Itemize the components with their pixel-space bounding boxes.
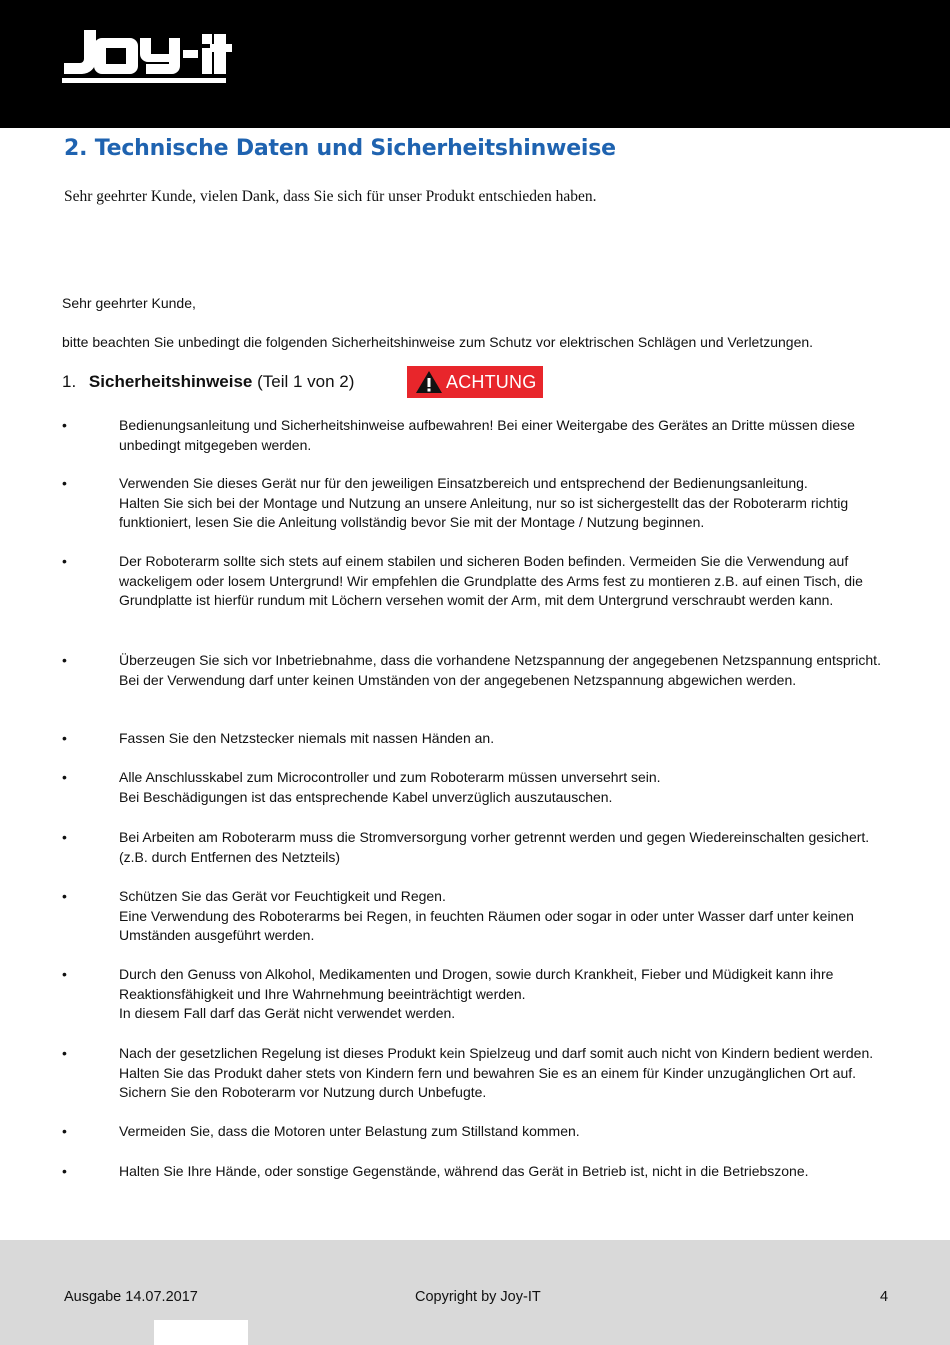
footer-page-number: 4	[880, 1289, 889, 1305]
bullet-dot: •	[62, 417, 67, 433]
list-item-text: Überzeugen Sie sich vor Inbetriebnahme, dass die vorhandene Netzspannung der angegebenen Netzspannung entspricht. Bei der Verwendung darf unter keinen Umständen von der angegebenen Netzspannung abgewichen werden.	[119, 652, 881, 688]
header-bar	[0, 0, 950, 128]
intro-text: Sehr geehrter Kunde, vielen Dank, dass Sie sich für unser Produkt entschieden haben.	[64, 188, 597, 205]
list-item-text: Nach der gesetzlichen Regelung ist dieses Produkt kein Spielzeug und darf somit auch nicht von Kindern bedient werden. Halten Sie das Produkt daher stets von Kindern fern und bewahren Sie es an einem für Kinder unzugänglichen Ort auf. Sichern Sie den Roboterarm vor Nutzung durch Unbefugte.	[119, 1045, 874, 1101]
page-title: 2. Technische Daten und Sicherheitshinweise	[64, 136, 616, 161]
bullet-dot: •	[62, 652, 67, 668]
bullet-dot: •	[62, 730, 67, 746]
warning-badge	[407, 366, 543, 398]
footer-stripe	[154, 1320, 248, 1345]
bullet-dot: •	[62, 966, 67, 982]
list-item-text: Alle Anschlusskabel zum Microcontroller und zum Roboterarm müssen unversehrt sein. Bei Beschädigungen ist das entsprechende Kabel unverzüglich auszutauschen.	[119, 769, 661, 805]
list-item-text: Bei Arbeiten am Roboterarm muss die Stromversorgung vorher getrennt werden und gegen Wiedereinschalten gesichert. (z.B. durch Entfernen des Netzteils)	[119, 829, 870, 865]
list-item-text: Verwenden Sie dieses Gerät nur für den jeweiligen Einsatzbereich und entsprechend der Bedienungsanleitung. Halten Sie sich bei der Montage und Nutzung an unsere Anleitung, nur so ist sichergestellt das der Roboterarm richtig funktioniert, lesen Sie die Anleitung vollständig bevor Sie mit der Montage / Nutzung beginnen.	[119, 475, 849, 531]
list-item-text: Schützen Sie das Gerät vor Feuchtigkeit und Regen. Eine Verwendung des Roboterarms bei Regen, in feuchten Räumen oder sogar in oder unter Wasser darf unter keinen Umständen ausgeführt werden.	[119, 888, 854, 944]
list-item-text: Bedienungsanleitung und Sicherheitshinweise aufbewahren! Bei einer Weitergabe des Gerätes an Dritte müssen diese unbedingt mitgegeben werden.	[119, 417, 855, 453]
greeting-text: Sehr geehrter Kunde,	[62, 295, 196, 311]
joy-it-logo	[56, 20, 232, 86]
warning-label: ACHTUNG	[446, 371, 537, 392]
footer-copyright: Copyright by Joy-IT	[415, 1289, 541, 1305]
bullet-dot: •	[62, 1163, 67, 1179]
bullet-dot: •	[62, 829, 67, 845]
section-number: 1.	[62, 372, 77, 391]
section-heading	[62, 372, 354, 392]
list-item-text: Der Roboterarm sollte sich stets auf einem stabilen und sicheren Boden befinden. Vermeiden Sie die Verwendung auf wackeligem oder losem Untergrund! Wir empfehlen die Grundplatte des Arms fest zu montieren z.B. auf einen Tisch, die Grundplatte ist hierfür rundum mit Löchern versehen womit der Arm, mit dem Untergrund verschraubt werden kann.	[119, 553, 863, 609]
bullet-dot: •	[62, 553, 67, 569]
section-part: (Teil 1 von 2)	[257, 372, 355, 391]
bullet-dot: •	[62, 888, 67, 904]
list-item-text: Durch den Genuss von Alkohol, Medikamenten und Drogen, sowie durch Krankheit, Fieber und Müdigkeit kann ihre Reaktionsfähigkeit und Ihre Wahrnehmung beeinträchtigt werden. In diesem Fall darf das Gerät nicht verwendet werden.	[119, 966, 834, 1022]
footer-edition: Ausgabe 14.07.2017	[64, 1289, 198, 1305]
list-item-text: Vermeiden Sie, dass die Motoren unter Belastung zum Stillstand kommen.	[119, 1123, 580, 1139]
page-footer	[0, 1240, 950, 1345]
notice-text: bitte beachten Sie unbedingt die folgenden Sicherheitshinweise zum Schutz vor elektrischen Schlägen und Verletzungen.	[62, 334, 814, 350]
bullet-dot: •	[62, 1045, 67, 1061]
warning-triangle-icon	[415, 370, 443, 394]
section-title: Sicherheitshinweise	[88, 372, 253, 391]
bullet-dot: •	[62, 1123, 67, 1139]
bullet-dot: •	[62, 769, 67, 785]
list-item-text: Halten Sie Ihre Hände, oder sonstige Gegenstände, während das Gerät in Betrieb ist, nicht in die Betriebszone.	[119, 1163, 809, 1179]
list-item-text: Fassen Sie den Netzstecker niemals mit nassen Händen an.	[119, 730, 495, 746]
bullet-dot: •	[62, 475, 67, 491]
